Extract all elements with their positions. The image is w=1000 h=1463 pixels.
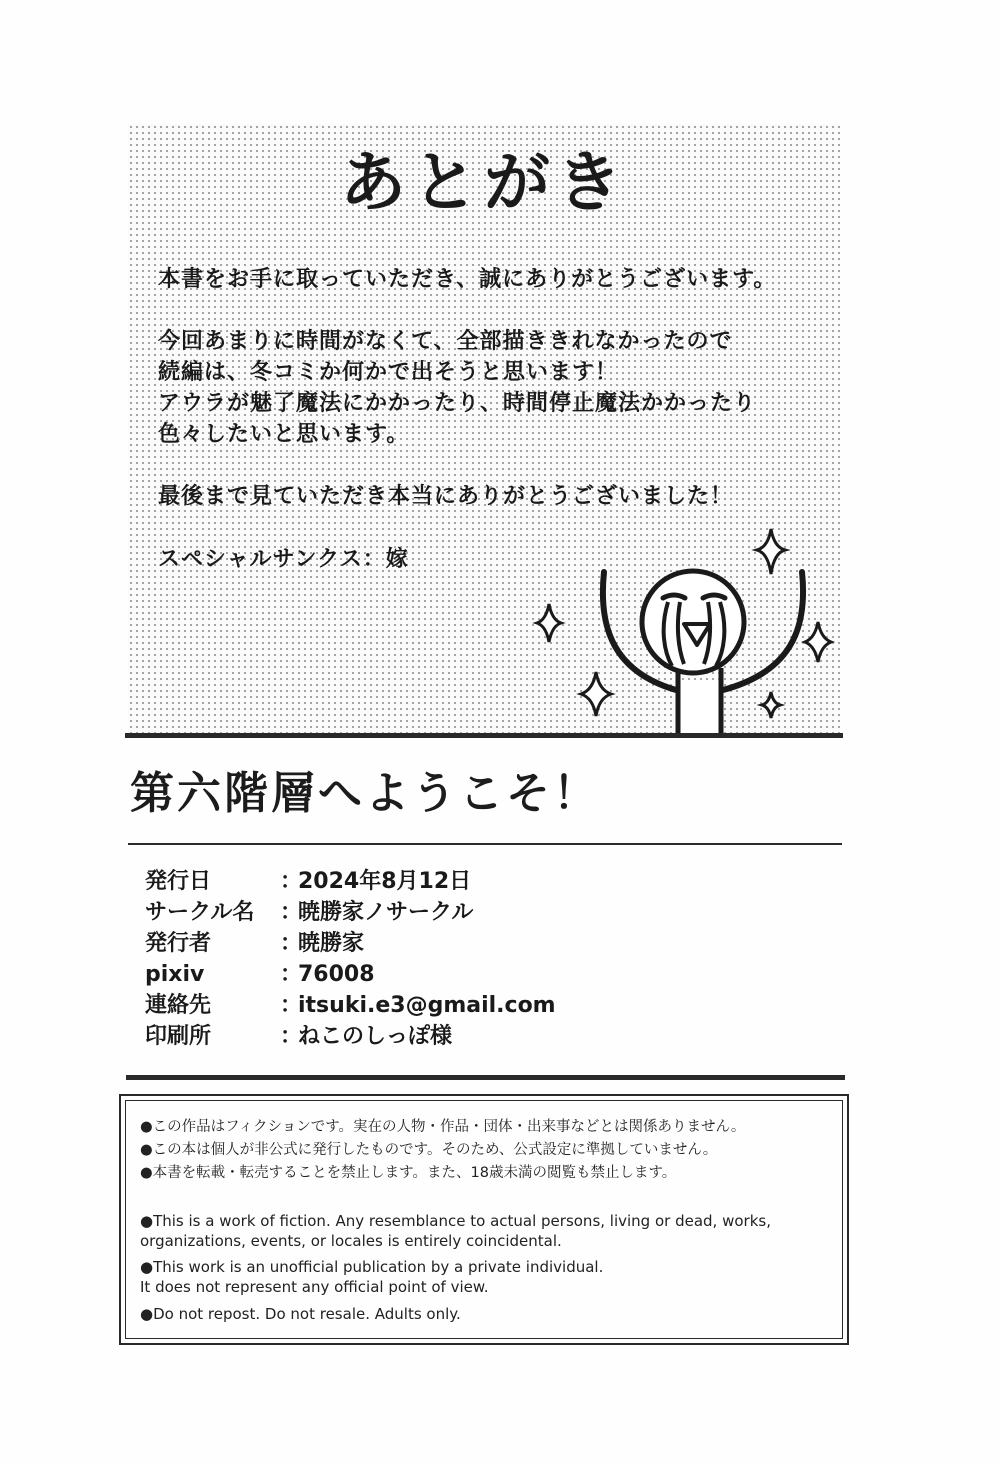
notice-en-line: ●Do not repost. Do not resale. Adults only. [140, 1305, 461, 1323]
afterword-line: 本書をお手に取っていただき、誠にありがとうございます。 [158, 267, 777, 292]
colophon-separator: ： [280, 900, 303, 925]
book-title: 第六階層へようこそ！ [130, 768, 600, 819]
colophon-value-email: itsuki.e3@gmail.com [298, 993, 556, 1018]
colophon-label: サークル名 [145, 900, 255, 925]
notice-jp-line: ●本書を転載・転売することを禁止します。また、18歳未満の閲覧も禁止します。 [140, 1165, 677, 1181]
crying-mascot-illustration [520, 520, 850, 740]
colophon-value: 2024年8月12日 [298, 869, 472, 894]
colophon-label: 発行日 [145, 869, 212, 894]
colophon-label: 連絡先 [145, 993, 212, 1018]
notice-jp-line: ●この本は個人が非公式に発行したものです。そのため、公式設定に準拠していません。 [140, 1142, 718, 1158]
notice-en-line: It does not represent any official point of view. [140, 1278, 489, 1296]
notice-en-line: organizations, events, or locales is entirely coincidental. [140, 1232, 562, 1250]
colophon-label: pixiv [145, 962, 205, 987]
colophon-value: ねこのしっぽ様 [298, 1024, 453, 1049]
colophon-separator: ： [280, 869, 303, 894]
colophon-separator: ： [280, 1024, 303, 1049]
special-thanks: スペシャルサンクス：嫁 [158, 547, 409, 572]
afterword-line: 今回あまりに時間がなくて、全部描ききれなかったので [158, 329, 733, 354]
colophon-separator: ： [280, 993, 303, 1018]
afterword-title: あとがき [340, 144, 628, 221]
colophon-label: 印刷所 [145, 1024, 212, 1049]
divider [126, 1075, 845, 1080]
colophon-value: 暁勝家ノサークル [298, 900, 474, 925]
afterword-line: アウラが魅了魔法にかかったり、時間停止魔法かかったり [158, 391, 757, 416]
colophon-value: 暁勝家 [298, 931, 365, 956]
notice-en-line: ●This is a work of fiction. Any resemblance to actual persons, living or dead, works, [140, 1212, 771, 1230]
divider [125, 733, 843, 738]
colophon-label: 発行者 [145, 931, 212, 956]
colophon-separator: ： [280, 962, 303, 987]
notice-en-line: ●This work is an unofficial publication by a private individual. [140, 1258, 604, 1276]
afterword-line: 続編は、冬コミか何かで出そうと思います！ [158, 360, 619, 385]
notice-jp-line: ●この作品はフィクションです。実在の人物・作品・団体・出来事などとは関係ありません。 [140, 1119, 746, 1135]
afterword-line: 色々したいと思います。 [158, 422, 410, 447]
colophon-value: 76008 [298, 962, 375, 987]
afterword-line: 最後まで見ていただき本当にありがとうございました！ [158, 484, 734, 509]
colophon-separator: ： [280, 931, 303, 956]
divider [128, 843, 842, 845]
